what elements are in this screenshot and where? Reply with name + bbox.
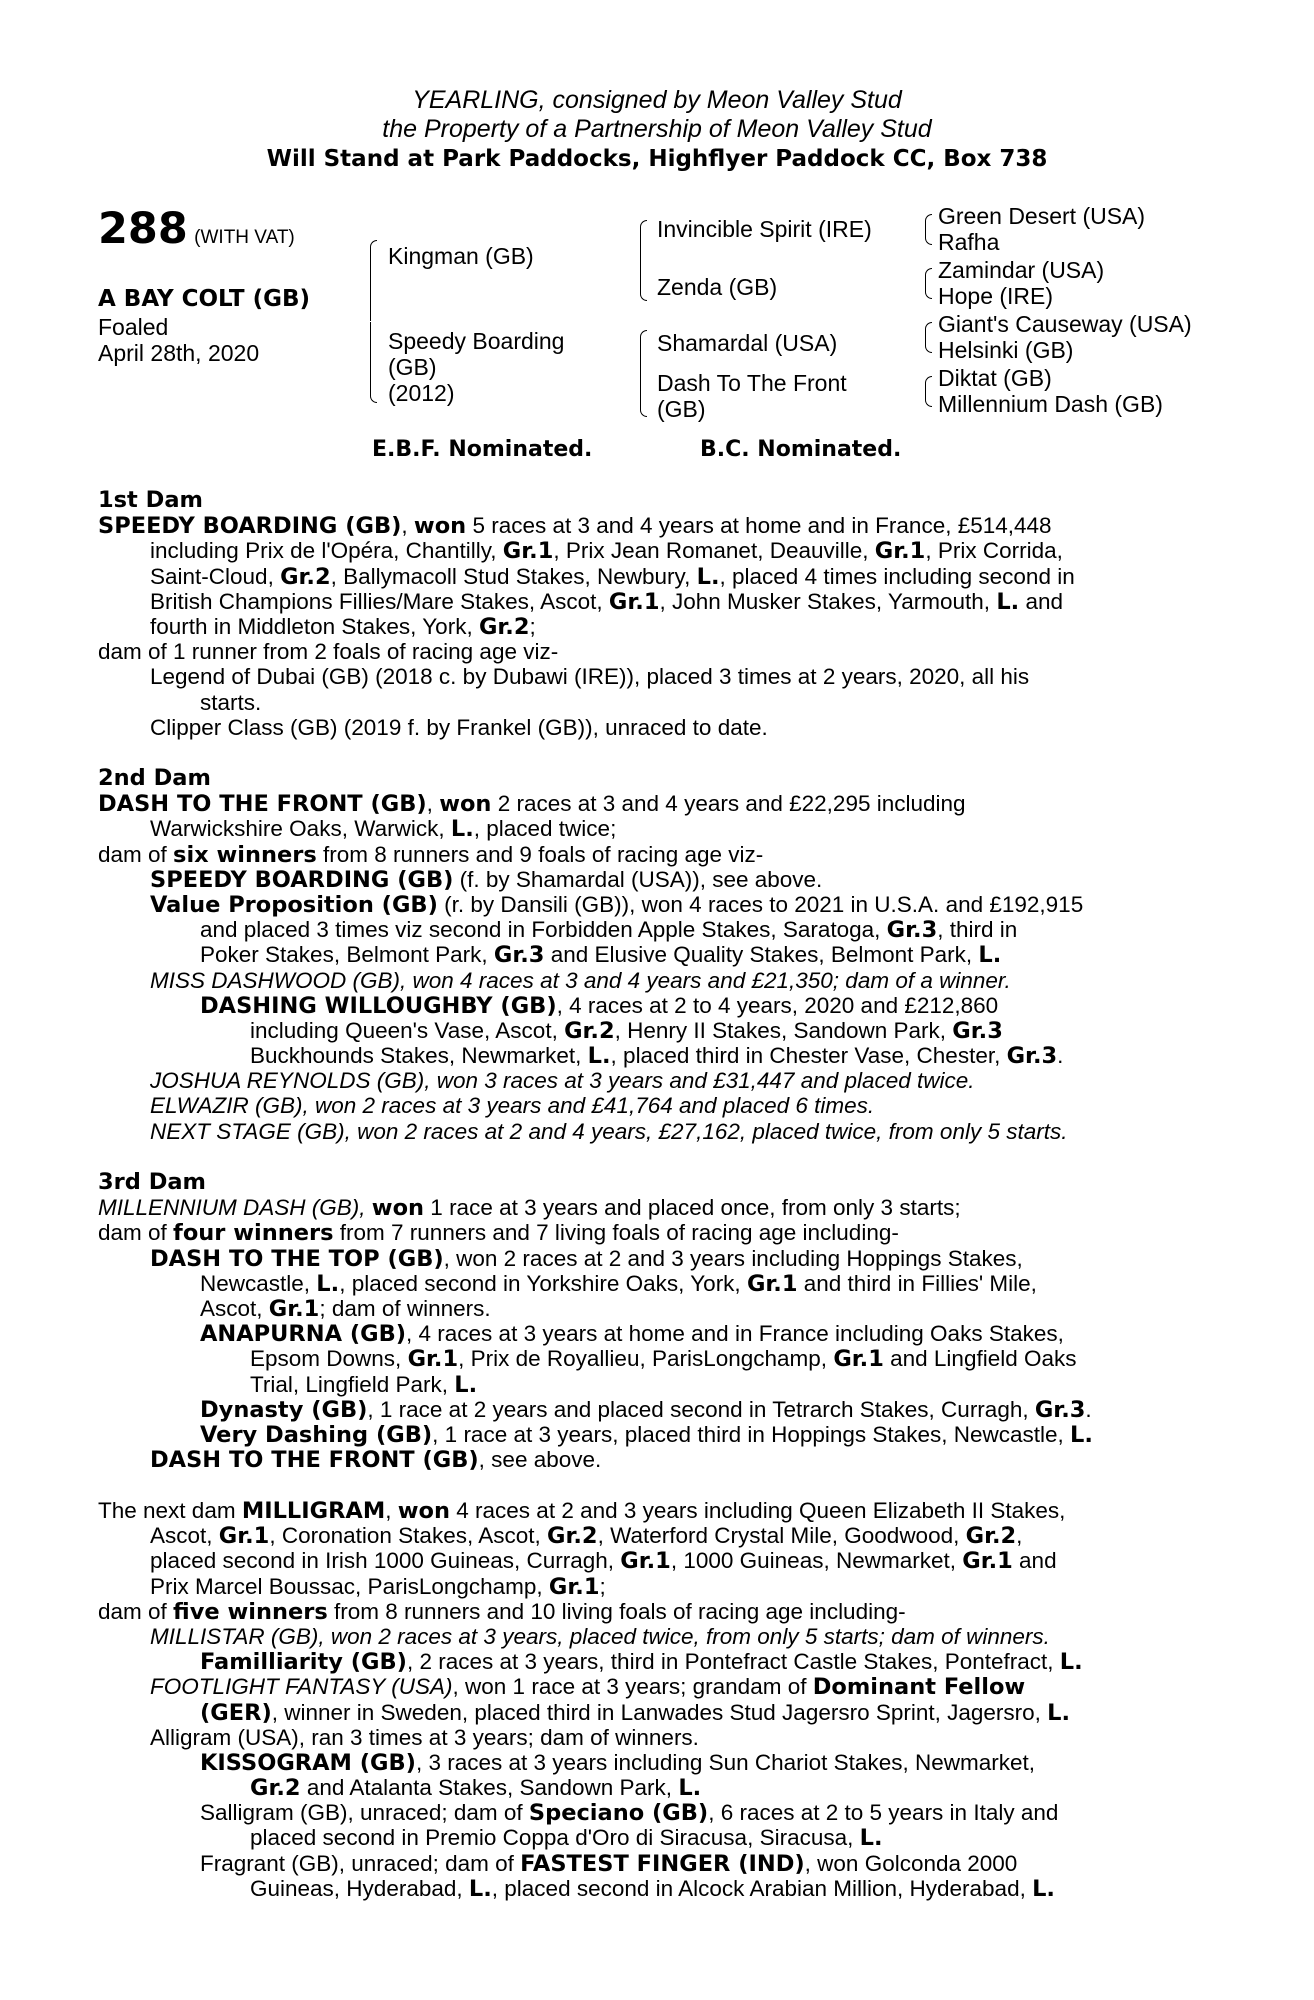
text-line: Buckhounds Stakes, Newmarket, L., placed third in Chester Vase, Chester, Gr.3. [250, 1043, 1064, 1070]
text-line: (GER), winner in Sweden, placed third in Lanwades Stud Jagersro Sprint, Jagersro, L. [200, 1699, 1071, 1726]
text-line: Trial, Lingfield Park, L. [250, 1371, 478, 1398]
second-dam-section [98, 766, 1198, 1144]
text-line: KISSOGRAM (GB), 3 races at 3 years including Sun Chariot Stakes, Newmarket, [200, 1749, 1035, 1776]
pedigree-brace [925, 268, 932, 285]
text-line: MISS DASHWOOD (GB), won 4 races at 3 and 4 years and £21,350; dam of a winner. [150, 967, 1011, 993]
sire-dam: Zenda (GB) [657, 274, 778, 300]
text-line: Gr.2 and Atalanta Stakes, Sandown Park, L. [250, 1775, 702, 1802]
pedigree-brace [925, 214, 932, 231]
text-line: Saint-Cloud, Gr.2, Ballymacoll Stud Stakes, Newbury, L., placed 4 times including second in [150, 563, 1075, 590]
text-line: Very Dashing (GB), 1 race at 3 years, placed third in Hoppings Stakes, Newcastle, L. [200, 1421, 1093, 1448]
pedigree-brace [370, 322, 377, 403]
lot-description: A BAY COLT (GB) [98, 286, 311, 312]
text-line: Newcastle, L., placed second in Yorkshire Oaks, York, Gr.1 and third in Fillies' Mile, [200, 1270, 1037, 1297]
pedigree-brace [925, 322, 932, 339]
text-line: Value Proposition (GB) (r. by Dansili (GB)), won 4 races to 2021 in U.S.A. and £192,915 [150, 891, 1084, 918]
sss: Green Desert (USA) [938, 203, 1146, 229]
text-line: Fragrant (GB), unraced; dam of FASTEST FINGER (IND), won Golconda 2000 [200, 1850, 1018, 1877]
text: 5 races at 3 and 4 years at home and in France, £514,448 [466, 513, 1052, 539]
text-line: Dynasty (GB), 1 race at 2 years and placed second in Tetrarch Stakes, Curragh, Gr.3. [200, 1396, 1092, 1423]
text-line: Ascot, Gr.1; dam of winners. [200, 1295, 491, 1322]
text-line: placed second in Irish 1000 Guineas, Curragh, Gr.1, 1000 Guineas, Newmarket, Gr.1 and [150, 1548, 1057, 1575]
dsd: Helsinki (GB) [938, 337, 1074, 363]
text-line: dam of four winners from 7 runners and 7 living foals of racing age including- [98, 1220, 899, 1247]
sds: Zamindar (USA) [938, 257, 1105, 283]
text-line: including Queen's Vase, Ascot, Gr.2, Henry II Stakes, Sandown Park, Gr.3 [250, 1017, 1003, 1044]
section-heading: 2nd Dam [98, 765, 211, 791]
text-line: NEXT STAGE (GB), won 2 races at 2 and 4 years, £27,162, placed twice, from only 5 starts. [150, 1118, 1068, 1144]
header-consignor: YEARLING, consigned by Meon Valley Stud [412, 86, 902, 114]
header-location: Will Stand at Park Paddocks, Highflyer Paddock CC, Box 738 [266, 146, 1048, 172]
text-line: MILLENNIUM DASH (GB), won 1 race at 3 years and placed once, from only 3 starts; [98, 1195, 961, 1222]
dss: Giant's Causeway (USA) [938, 311, 1192, 337]
text-line: MILLISTAR (GB), won 2 races at 3 years, placed twice, from only 5 starts; dam of winners. [150, 1623, 1050, 1649]
text-line: dam of 1 runner from 2 foals of racing age viz- [98, 639, 559, 665]
dds: Diktat (GB) [938, 365, 1052, 391]
sire: Kingman (GB) [388, 243, 534, 269]
text-line: JOSHUA REYNOLDS (GB), won 3 races at 3 years and £31,447 and placed twice. [150, 1068, 975, 1094]
text-line: and placed 3 times viz second in Forbidden Apple Stakes, Saratoga, Gr.3, third in [200, 917, 1018, 944]
text-line: Familliarity (GB), 2 races at 3 years, third in Pontefract Castle Stakes, Pontefract, L. [200, 1649, 1083, 1676]
sdd: Hope (IRE) [938, 283, 1054, 309]
pedigree-brace [925, 284, 932, 299]
section-heading: 3rd Dam [98, 1169, 206, 1195]
text-line: SPEEDY BOARDING (GB) (f. by Shamardal (USA)), see above. [150, 866, 823, 893]
first-dam-section [98, 488, 1198, 740]
pedigree-brace [640, 330, 647, 371]
pedigree-brace [925, 338, 932, 353]
lot-number-row [98, 204, 295, 254]
text-line: ELWAZIR (GB), won 2 races at 3 years and £41,764 and placed 6 times. [150, 1093, 875, 1119]
text-line: Legend of Dubai (GB) (2018 c. by Dubawi (IRE)), placed 3 times at 2 years, 2020, all his [150, 664, 1030, 690]
pedigree-brace [925, 392, 932, 407]
text-line: British Champions Fillies/Mare Stakes, Ascot, Gr.1, John Musker Stakes, Yarmouth, L. and [150, 588, 1063, 615]
text-line: ANAPURNA (GB), 4 races at 3 years at home and in France including Oaks Stakes, [200, 1321, 1064, 1348]
text-line: placed second in Premio Coppa d'Oro di Siracusa, Siracusa, L. [250, 1825, 883, 1852]
ddd: Millennium Dash (GB) [938, 391, 1163, 417]
text-line: Poker Stakes, Belmont Park, Gr.3 and Elusive Quality Stakes, Belmont Park, L. [200, 942, 1002, 969]
text-line: DASH TO THE FRONT (GB), won 2 races at 3 and 4 years and £22,295 including [98, 791, 966, 818]
text-line: Warwickshire Oaks, Warwick, L., placed twice; [150, 816, 617, 843]
text-line: The next dam MILLIGRAM, won 4 races at 2 and 3 years including Queen Elizabeth II Stakes, [98, 1498, 1066, 1524]
ssd: Rafha [938, 229, 1000, 255]
pedigree-brace [640, 264, 647, 301]
text-line: Epsom Downs, Gr.1, Prix de Royallieu, ParisLongchamp, Gr.1 and Lingfield Oaks [250, 1346, 1077, 1373]
third-dam-section [98, 1170, 1198, 1472]
dam-line1: Speedy Boarding [388, 328, 565, 354]
text: , [401, 513, 408, 539]
ebf-nomination: E.B.F. Nominated. [372, 437, 593, 462]
dam-line2: (GB) [388, 354, 437, 380]
text-line: including Prix de l'Opéra, Chantilly, Gr.1, Prix Jean Romanet, Deauville, Gr.1, Prix Corrida, [150, 538, 1063, 565]
pedigree-brace [370, 240, 377, 321]
pedigree-brace [640, 220, 647, 265]
text-line: DASH TO THE FRONT (GB), see above. [150, 1447, 602, 1474]
text-line: Ascot, Gr.1, Coronation Stakes, Ascot, Gr.2, Waterford Crystal Mile, Goodwood, Gr.2, [150, 1523, 1023, 1550]
sire-sire: Invincible Spirit (IRE) [657, 216, 872, 242]
won-label: won [413, 513, 467, 540]
text-line: DASHING WILLOUGHBY (GB), 4 races at 2 to 4 years, 2020 and £212,860 [200, 992, 999, 1019]
pedigree-brace [640, 370, 647, 417]
dam-dam-line1: Dash To The Front [657, 370, 847, 396]
foaled-date: April 28th, 2020 [98, 340, 260, 366]
section-heading: 1st Dam [98, 487, 203, 513]
text-line: fourth in Middleton Stakes, York, Gr.2; [150, 613, 536, 640]
dam-sire: Shamardal (USA) [657, 330, 838, 356]
lot-vat: (WITH VAT) [194, 227, 295, 248]
text-line: dam of five winners from 8 runners and 10 living foals of racing age including- [98, 1598, 906, 1625]
header-property: the Property of a Partnership of Meon Valley Stud [382, 115, 932, 143]
text-line: FOOTLIGHT FANTASY (USA), won 1 race at 3 years; grandam of Dominant Fellow [150, 1674, 1026, 1701]
pedigree-brace [925, 230, 932, 245]
text-line: Clipper Class (GB) (2019 f. by Frankel (GB)), unraced to date. [150, 714, 768, 740]
foaled-label: Foaled [98, 314, 169, 340]
text-line: Prix Marcel Boussac, ParisLongchamp, Gr.1; [150, 1573, 606, 1600]
text-line: Salligram (GB), unraced; dam of Speciano (GB), 6 races at 2 to 5 years in Italy and [200, 1800, 1059, 1827]
text-line: DASH TO THE TOP (GB), won 2 races at 2 and 3 years including Hoppings Stakes, [150, 1245, 1023, 1272]
next-dam-section [98, 1498, 1198, 1901]
text-line: Alligram (USA), ran 3 times at 3 years; dam of winners. [150, 1724, 699, 1750]
dam-line3: (2012) [388, 380, 455, 406]
bc-nomination: B.C. Nominated. [700, 437, 902, 462]
pedigree-brace [925, 376, 932, 393]
dam-dam-line2: (GB) [657, 396, 706, 422]
lot-number: 288 [98, 204, 188, 254]
text-line: starts. [200, 689, 262, 715]
text-line: dam of six winners from 8 runners and 9 foals of racing age viz- [98, 841, 764, 868]
text-line: Guineas, Hyderabad, L., placed second in Alcock Arabian Million, Hyderabad, L. [250, 1875, 1055, 1902]
horse-name: SPEEDY BOARDING (GB) [98, 513, 402, 540]
